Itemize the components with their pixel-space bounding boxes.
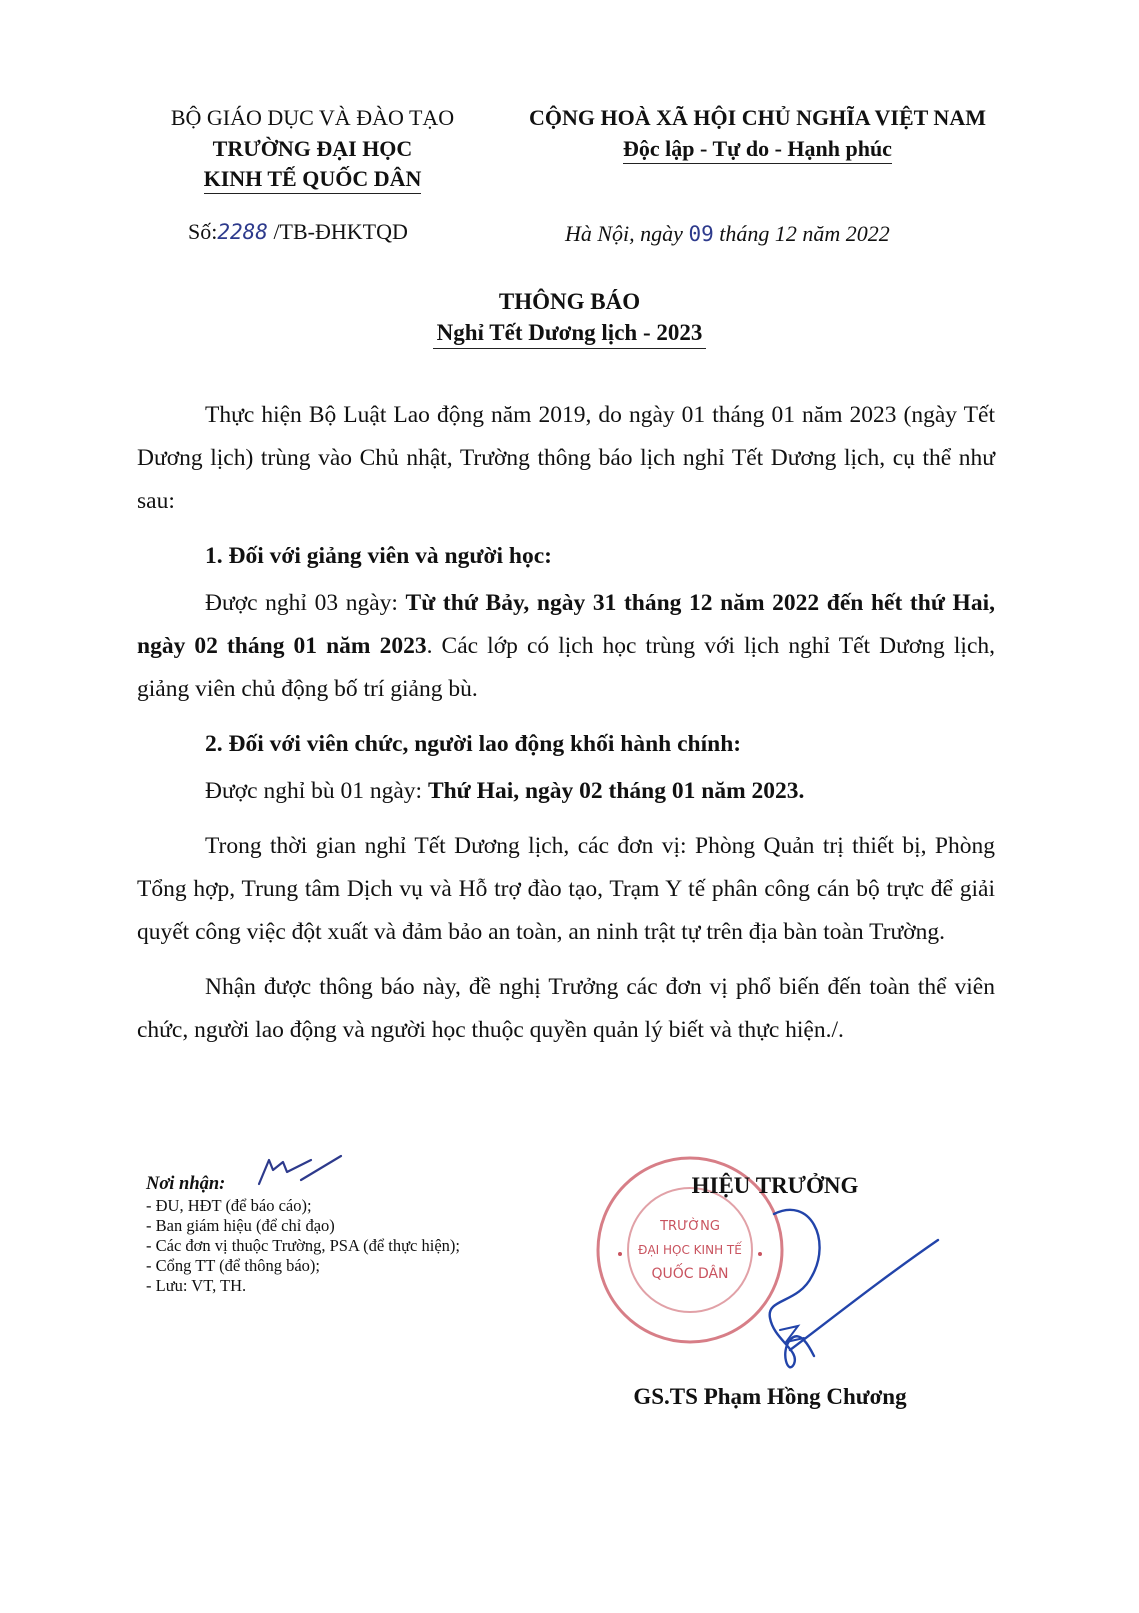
- recipients-heading: Nơi nhận:: [146, 1174, 226, 1194]
- university-name-line2: KINH TẾ QUỐC DÂN: [204, 165, 422, 194]
- doc-number-suffix: /TB-ĐHKTQD: [273, 219, 408, 244]
- section1-heading: 1. Đối với giảng viên và người học:: [205, 543, 552, 569]
- title-line2: Nghỉ Tết Dương lịch - 2023: [433, 318, 707, 349]
- section2-paragraph: [137, 770, 995, 813]
- issuing-agency: [130, 102, 495, 194]
- signatory-name: GS.TS Phạm Hồng Chương: [633, 1384, 907, 1409]
- ministry-name: BỘ GIÁO DỤC VÀ ĐÀO TẠO: [170, 105, 455, 130]
- stamp-line3: QUỐC DÂN: [651, 1266, 729, 1282]
- recipient-item: - Các đơn vị thuộc Trường, PSA (để thực hiện);: [146, 1236, 460, 1255]
- doc-number-handwritten: 2288: [217, 220, 268, 244]
- section1-dates: Từ thứ Bảy, ngày 31 tháng 12 năm 2022 đến hết thứ Hai, ngày 02 tháng 01 năm 2023: [137, 590, 995, 659]
- section2-lead: Được nghỉ bù 01 ngày:: [205, 778, 428, 804]
- date-suffix: tháng 12 năm 2022: [719, 221, 890, 246]
- paragraph-duty-units: Trong thời gian nghỉ Tết Dương lịch, các đơn vị: Phòng Quản trị thiết bị, Phòng Tổng hợp, Trung tâm Dịch vụ và Hỗ trợ đào tạo, Trạm Y tế phân công cán bộ trực để giải quyết công việc đột xuất và đảm bảo an toàn, an ninh trật tự trên địa bàn toàn Trường.: [137, 833, 995, 945]
- notice-body: [137, 394, 995, 1052]
- doc-number-prefix: Số:: [188, 219, 218, 244]
- intro-paragraph: Thực hiện Bộ Luật Lao động năm 2019, do ngày 01 tháng 01 năm 2023 (ngày Tết Dương lịch) trùng vào Chủ nhật, Trường thông báo lịch nghỉ Tết Dương lịch, cụ thể như sau:: [137, 402, 995, 514]
- stamp-line1: TRƯỜNG: [660, 1219, 720, 1234]
- document-date: [565, 218, 985, 250]
- recipients-block: [146, 1172, 566, 1296]
- section2-heading: 2. Đối với viên chức, người lao động khối hành chính:: [205, 731, 742, 757]
- section2-date: Thứ Hai, ngày 02 tháng 01 năm 2023.: [427, 778, 805, 804]
- university-name-line1: TRƯỜNG ĐẠI HỌC: [212, 136, 413, 161]
- title-line1: THÔNG BÁO: [498, 289, 641, 314]
- section1-paragraph: [137, 582, 995, 711]
- recipient-item: - ĐU, HĐT (để báo cáo);: [146, 1196, 312, 1215]
- section1-lead: Được nghỉ 03 ngày:: [205, 590, 406, 616]
- signatory-role: HIỆU TRƯỞNG: [691, 1173, 859, 1198]
- date-prefix: Hà Nội, ngày: [565, 221, 683, 246]
- paragraph-closing: Nhận được thông báo này, đề nghị Trưởng các đơn vị phổ biến đến toàn thể viên chức, người lao động và người học thuộc quyền quản lý biết và thực hiện./.: [137, 974, 995, 1043]
- recipient-item: - Cổng TT (để thông báo);: [146, 1256, 320, 1275]
- document-number: [188, 216, 488, 248]
- notice-title: [0, 286, 1139, 352]
- recipient-item: - Lưu: VT, TH.: [146, 1276, 247, 1295]
- motto: Độc lập - Tự do - Hạnh phúc: [623, 135, 892, 164]
- section1-rest: . Các lớp có lịch học trùng với lịch nghỉ Tết Dương lịch, giảng viên chủ động bố trí giảng bù.: [137, 633, 995, 702]
- national-motto: [505, 102, 1010, 164]
- handwritten-signature: [740, 1200, 940, 1380]
- recipient-item: - Ban giám hiệu (để chỉ đạo): [146, 1216, 335, 1235]
- country-name: CỘNG HOÀ XÃ HỘI CHỦ NGHĨA VIỆT NAM: [529, 105, 986, 130]
- stamp-line2: ĐẠI HỌC KINH TẾ: [638, 1243, 742, 1257]
- initials-scribble: [255, 1150, 345, 1190]
- date-day-handwritten: 09: [688, 222, 714, 246]
